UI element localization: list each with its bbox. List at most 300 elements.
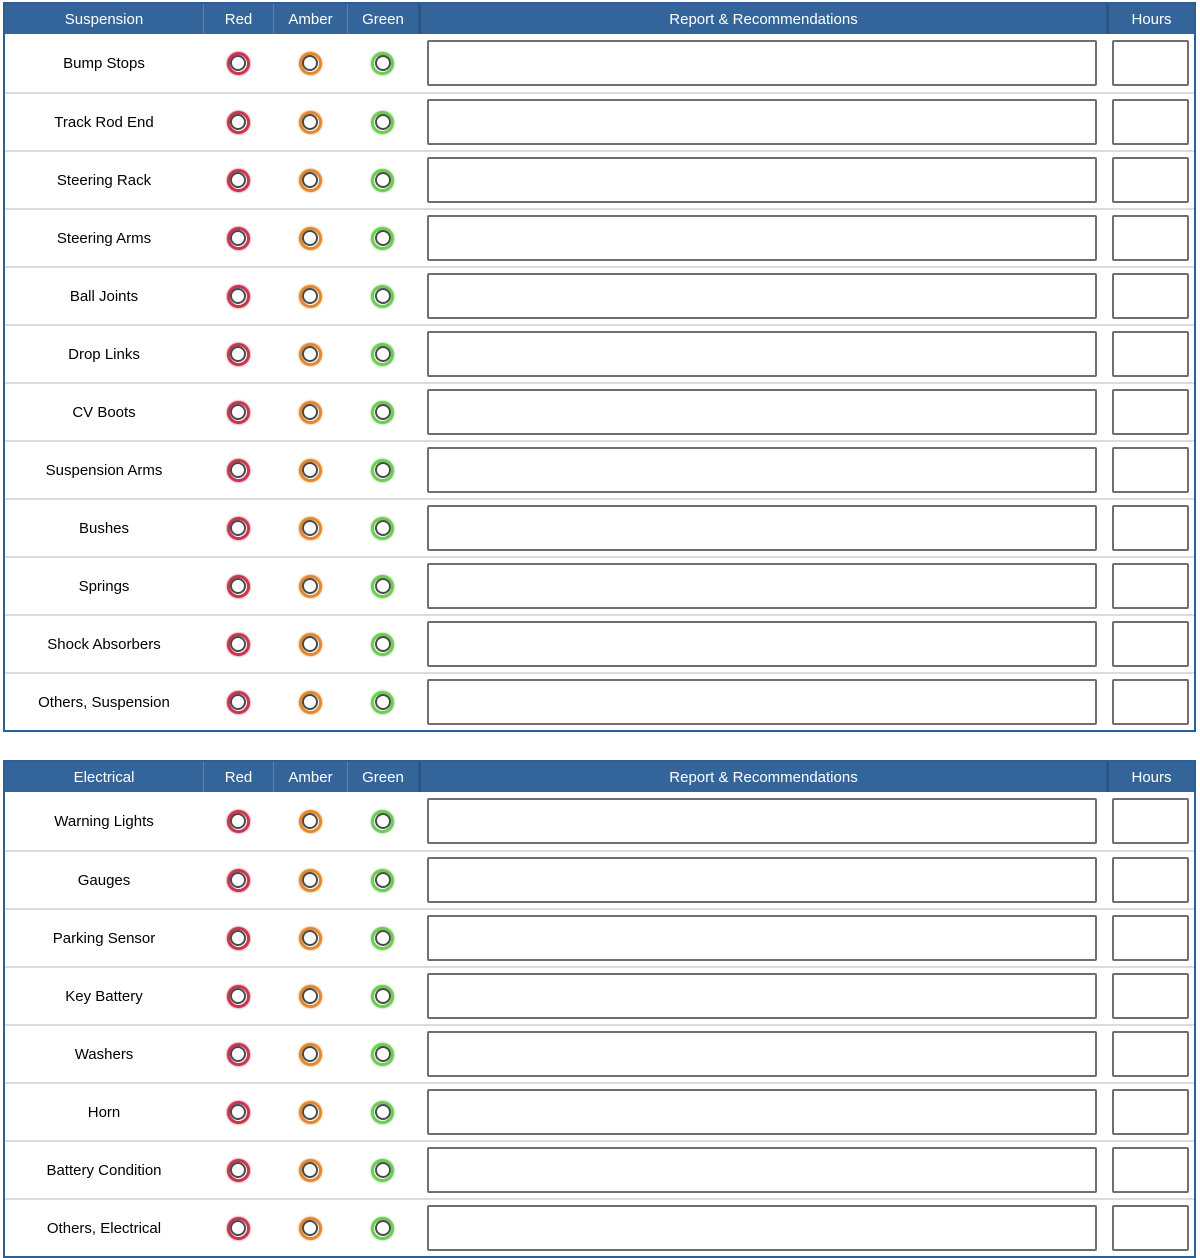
table-row: [5, 1198, 1194, 1256]
radio-amber[interactable]: [299, 52, 322, 75]
radio-amber[interactable]: [299, 575, 322, 598]
radio-green-circle: [375, 55, 391, 71]
radio-red[interactable]: [227, 343, 250, 366]
hours-cell: [1106, 1026, 1194, 1082]
radio-red-circle: [230, 694, 246, 710]
radio-green[interactable]: [371, 1217, 394, 1240]
radio-red[interactable]: [227, 52, 250, 75]
radio-red[interactable]: [227, 169, 250, 192]
amber-radio-cell: [273, 1200, 347, 1256]
row-label-cell: [5, 1084, 203, 1140]
radio-green-circle: [375, 172, 391, 188]
green-radio-cell: [347, 1084, 418, 1140]
radio-amber-circle: [302, 930, 318, 946]
report-cell: [418, 94, 1106, 150]
report-cell: [418, 210, 1106, 266]
amber-radio-cell: [273, 326, 347, 382]
radio-green-circle: [375, 813, 391, 829]
red-radio-cell: [203, 34, 273, 92]
report-cell: [418, 152, 1106, 208]
table-row: [5, 92, 1194, 150]
row-label: Gauges: [77, 871, 131, 889]
hours-input[interactable]: [1112, 1147, 1189, 1193]
radio-red-circle: [230, 1046, 246, 1062]
radio-green[interactable]: [371, 285, 394, 308]
green-radio-cell: [347, 616, 418, 672]
row-label-cell: [5, 792, 203, 850]
radio-green-circle: [375, 1104, 391, 1120]
radio-red-circle: [230, 636, 246, 652]
report-input[interactable]: [427, 1031, 1097, 1077]
radio-red-circle: [230, 1104, 246, 1120]
radio-red[interactable]: [227, 985, 250, 1008]
row-label-cell: [5, 34, 203, 92]
radio-red-circle: [230, 404, 246, 420]
radio-red[interactable]: [227, 691, 250, 714]
row-label: Suspension Arms: [45, 461, 163, 479]
radio-green-circle: [375, 1046, 391, 1062]
row-label-cell: [5, 94, 203, 150]
row-label: Horn: [87, 1103, 121, 1121]
radio-red[interactable]: [227, 1159, 250, 1182]
radio-green[interactable]: [371, 227, 394, 250]
hours-input[interactable]: [1112, 157, 1189, 203]
hours-cell: [1106, 674, 1194, 730]
red-radio-cell: [203, 968, 273, 1024]
green-radio-cell: [347, 792, 418, 850]
table-row: [5, 440, 1194, 498]
hours-cell: [1106, 326, 1194, 382]
red-radio-cell: [203, 910, 273, 966]
row-label: Others, Suspension: [38, 693, 170, 711]
amber-radio-cell: [273, 792, 347, 850]
report-input[interactable]: [427, 273, 1097, 319]
radio-amber[interactable]: [299, 1043, 322, 1066]
red-radio-cell: [203, 500, 273, 556]
radio-red[interactable]: [227, 869, 250, 892]
column-header-green: Green: [347, 762, 418, 792]
hours-input[interactable]: [1112, 973, 1189, 1019]
radio-green-circle: [375, 462, 391, 478]
radio-red-circle: [230, 930, 246, 946]
report-cell: [418, 442, 1106, 498]
column-header-red: Red: [203, 762, 273, 792]
radio-amber[interactable]: [299, 343, 322, 366]
amber-radio-cell: [273, 558, 347, 614]
green-radio-cell: [347, 674, 418, 730]
report-cell: [418, 968, 1106, 1024]
radio-green[interactable]: [371, 169, 394, 192]
row-label: Track Rod End: [54, 113, 154, 131]
hours-cell: [1106, 852, 1194, 908]
radio-red-circle: [230, 346, 246, 362]
row-label-cell: [5, 852, 203, 908]
hours-cell: [1106, 616, 1194, 672]
report-cell: [418, 558, 1106, 614]
radio-green-circle: [375, 230, 391, 246]
green-radio-cell: [347, 1200, 418, 1256]
radio-amber-circle: [302, 694, 318, 710]
hours-input[interactable]: [1112, 505, 1189, 551]
column-header-amber: Amber: [273, 4, 347, 34]
report-cell: [418, 616, 1106, 672]
radio-amber-circle: [302, 988, 318, 1004]
radio-amber[interactable]: [299, 869, 322, 892]
radio-amber[interactable]: [299, 985, 322, 1008]
table-row: [5, 850, 1194, 908]
radio-green[interactable]: [371, 927, 394, 950]
amber-radio-cell: [273, 210, 347, 266]
radio-amber-circle: [302, 872, 318, 888]
row-label-cell: [5, 268, 203, 324]
radio-amber[interactable]: [299, 517, 322, 540]
table-row: [5, 672, 1194, 730]
report-input[interactable]: [427, 973, 1097, 1019]
row-label-cell: [5, 968, 203, 1024]
hours-input[interactable]: [1112, 99, 1189, 145]
radio-green-circle: [375, 636, 391, 652]
radio-red[interactable]: [227, 810, 250, 833]
radio-green-circle: [375, 930, 391, 946]
report-input[interactable]: [427, 215, 1097, 261]
hours-input[interactable]: [1112, 798, 1189, 844]
hours-input[interactable]: [1112, 331, 1189, 377]
radio-red-circle: [230, 172, 246, 188]
amber-radio-cell: [273, 852, 347, 908]
red-radio-cell: [203, 792, 273, 850]
radio-green[interactable]: [371, 401, 394, 424]
amber-radio-cell: [273, 500, 347, 556]
row-label: Battery Condition: [46, 1161, 162, 1179]
radio-amber[interactable]: [299, 459, 322, 482]
table-row: [5, 382, 1194, 440]
electrical-table-header: [5, 762, 1194, 792]
report-input[interactable]: [427, 798, 1097, 844]
radio-red[interactable]: [227, 517, 250, 540]
report-input[interactable]: [427, 505, 1097, 551]
table-row: [5, 34, 1194, 92]
row-label-cell: [5, 442, 203, 498]
hours-input[interactable]: [1112, 1031, 1189, 1077]
suspension-table-body: [5, 34, 1194, 730]
row-label: CV Boots: [72, 403, 136, 421]
row-label: Key Battery: [65, 987, 143, 1005]
radio-amber-circle: [302, 813, 318, 829]
green-radio-cell: [347, 442, 418, 498]
hours-cell: [1106, 268, 1194, 324]
radio-green[interactable]: [371, 459, 394, 482]
radio-red[interactable]: [227, 575, 250, 598]
red-radio-cell: [203, 1142, 273, 1198]
radio-amber[interactable]: [299, 169, 322, 192]
row-label: Warning Lights: [54, 812, 154, 830]
row-label-cell: [5, 500, 203, 556]
radio-amber-circle: [302, 462, 318, 478]
radio-red[interactable]: [227, 285, 250, 308]
report-cell: [418, 1200, 1106, 1256]
radio-amber-circle: [302, 55, 318, 71]
amber-radio-cell: [273, 34, 347, 92]
radio-amber-circle: [302, 404, 318, 420]
radio-green-circle: [375, 1220, 391, 1236]
radio-green[interactable]: [371, 111, 394, 134]
report-input[interactable]: [427, 447, 1097, 493]
report-input[interactable]: [427, 389, 1097, 435]
radio-red[interactable]: [227, 1101, 250, 1124]
amber-radio-cell: [273, 94, 347, 150]
row-label: Steering Rack: [56, 171, 152, 189]
green-radio-cell: [347, 1142, 418, 1198]
report-input[interactable]: [427, 157, 1097, 203]
radio-red-circle: [230, 988, 246, 1004]
hours-cell: [1106, 384, 1194, 440]
radio-green-circle: [375, 578, 391, 594]
radio-red[interactable]: [227, 1043, 250, 1066]
amber-radio-cell: [273, 1142, 347, 1198]
radio-amber-circle: [302, 520, 318, 536]
radio-red-circle: [230, 813, 246, 829]
radio-green[interactable]: [371, 869, 394, 892]
green-radio-cell: [347, 910, 418, 966]
radio-red[interactable]: [227, 227, 250, 250]
amber-radio-cell: [273, 152, 347, 208]
radio-red-circle: [230, 520, 246, 536]
report-input[interactable]: [427, 1089, 1097, 1135]
red-radio-cell: [203, 852, 273, 908]
radio-amber-circle: [302, 172, 318, 188]
report-input[interactable]: [427, 857, 1097, 903]
table-row: [5, 498, 1194, 556]
radio-red[interactable]: [227, 1217, 250, 1240]
hours-input[interactable]: [1112, 389, 1189, 435]
radio-amber[interactable]: [299, 691, 322, 714]
radio-red-circle: [230, 1220, 246, 1236]
radio-green-circle: [375, 404, 391, 420]
hours-input[interactable]: [1112, 1205, 1189, 1251]
report-input[interactable]: [427, 621, 1097, 667]
amber-radio-cell: [273, 384, 347, 440]
row-label: Others, Electrical: [46, 1219, 162, 1237]
hours-cell: [1106, 968, 1194, 1024]
report-input[interactable]: [427, 915, 1097, 961]
report-input[interactable]: [427, 1205, 1097, 1251]
row-label: Bushes: [78, 519, 130, 537]
radio-green[interactable]: [371, 633, 394, 656]
radio-green[interactable]: [371, 810, 394, 833]
column-header-report: Report & Recommendations: [418, 762, 1106, 792]
radio-amber[interactable]: [299, 227, 322, 250]
hours-input[interactable]: [1112, 273, 1189, 319]
radio-green[interactable]: [371, 1101, 394, 1124]
radio-green[interactable]: [371, 985, 394, 1008]
green-radio-cell: [347, 852, 418, 908]
red-radio-cell: [203, 326, 273, 382]
radio-amber-circle: [302, 1220, 318, 1236]
radio-green[interactable]: [371, 517, 394, 540]
radio-green[interactable]: [371, 691, 394, 714]
row-label-cell: [5, 1142, 203, 1198]
radio-green-circle: [375, 872, 391, 888]
radio-red[interactable]: [227, 111, 250, 134]
radio-red[interactable]: [227, 633, 250, 656]
radio-green-circle: [375, 988, 391, 1004]
red-radio-cell: [203, 384, 273, 440]
row-label: Washers: [74, 1045, 134, 1063]
radio-amber[interactable]: [299, 1159, 322, 1182]
column-header-hours: Hours: [1106, 4, 1194, 34]
row-label-cell: [5, 384, 203, 440]
hours-cell: [1106, 1084, 1194, 1140]
table-row: [5, 792, 1194, 850]
radio-red[interactable]: [227, 401, 250, 424]
radio-green-circle: [375, 694, 391, 710]
red-radio-cell: [203, 558, 273, 614]
radio-amber[interactable]: [299, 1217, 322, 1240]
radio-red-circle: [230, 230, 246, 246]
radio-red-circle: [230, 288, 246, 304]
report-cell: [418, 1142, 1106, 1198]
report-cell: [418, 326, 1106, 382]
section-title-electrical: Electrical: [73, 768, 135, 786]
row-label: Parking Sensor: [52, 929, 156, 947]
report-cell: [418, 852, 1106, 908]
table-row: [5, 1024, 1194, 1082]
radio-green[interactable]: [371, 1043, 394, 1066]
radio-amber-circle: [302, 1046, 318, 1062]
radio-amber-circle: [302, 578, 318, 594]
radio-red-circle: [230, 578, 246, 594]
hours-input[interactable]: [1112, 447, 1189, 493]
red-radio-cell: [203, 616, 273, 672]
hours-cell: [1106, 558, 1194, 614]
report-cell: [418, 500, 1106, 556]
hours-cell: [1106, 910, 1194, 966]
radio-green[interactable]: [371, 343, 394, 366]
red-radio-cell: [203, 1084, 273, 1140]
row-label: Drop Links: [68, 345, 140, 363]
hours-input[interactable]: [1112, 857, 1189, 903]
suspension-table: [3, 2, 1196, 732]
radio-green[interactable]: [371, 52, 394, 75]
amber-radio-cell: [273, 674, 347, 730]
report-input[interactable]: [427, 99, 1097, 145]
report-input[interactable]: [427, 331, 1097, 377]
green-radio-cell: [347, 152, 418, 208]
amber-radio-cell: [273, 1026, 347, 1082]
electrical-table-body: [5, 792, 1194, 1256]
row-label-cell: [5, 152, 203, 208]
radio-green-circle: [375, 1162, 391, 1178]
radio-green[interactable]: [371, 575, 394, 598]
radio-red-circle: [230, 1162, 246, 1178]
radio-amber[interactable]: [299, 633, 322, 656]
radio-red[interactable]: [227, 459, 250, 482]
row-label: Steering Arms: [56, 229, 152, 247]
hours-cell: [1106, 34, 1194, 92]
red-radio-cell: [203, 1026, 273, 1082]
green-radio-cell: [347, 94, 418, 150]
red-radio-cell: [203, 674, 273, 730]
report-cell: [418, 268, 1106, 324]
radio-amber[interactable]: [299, 1101, 322, 1124]
radio-amber-circle: [302, 230, 318, 246]
radio-red[interactable]: [227, 927, 250, 950]
hours-cell: [1106, 792, 1194, 850]
radio-red-circle: [230, 114, 246, 130]
radio-red-circle: [230, 872, 246, 888]
hours-input[interactable]: [1112, 915, 1189, 961]
radio-amber[interactable]: [299, 810, 322, 833]
hours-input[interactable]: [1112, 215, 1189, 261]
table-row: [5, 1140, 1194, 1198]
radio-amber[interactable]: [299, 111, 322, 134]
report-cell: [418, 792, 1106, 850]
red-radio-cell: [203, 1200, 273, 1256]
hours-input[interactable]: [1112, 679, 1189, 725]
amber-radio-cell: [273, 1084, 347, 1140]
table-row: [5, 208, 1194, 266]
report-cell: [418, 910, 1106, 966]
row-label-cell: [5, 326, 203, 382]
row-label-cell: [5, 616, 203, 672]
report-cell: [418, 1084, 1106, 1140]
radio-green[interactable]: [371, 1159, 394, 1182]
amber-radio-cell: [273, 442, 347, 498]
row-label-cell: [5, 910, 203, 966]
table-row: [5, 966, 1194, 1024]
row-label-cell: [5, 558, 203, 614]
radio-red-circle: [230, 462, 246, 478]
report-input[interactable]: [427, 1147, 1097, 1193]
radio-red-circle: [230, 55, 246, 71]
hours-input[interactable]: [1112, 563, 1189, 609]
hours-input[interactable]: [1112, 40, 1189, 86]
hours-cell: [1106, 500, 1194, 556]
amber-radio-cell: [273, 910, 347, 966]
hours-input[interactable]: [1112, 1089, 1189, 1135]
row-label-cell: [5, 1026, 203, 1082]
radio-green-circle: [375, 114, 391, 130]
radio-amber[interactable]: [299, 401, 322, 424]
radio-amber-circle: [302, 346, 318, 362]
hours-cell: [1106, 1200, 1194, 1256]
report-input[interactable]: [427, 679, 1097, 725]
radio-amber-circle: [302, 1104, 318, 1120]
radio-amber[interactable]: [299, 285, 322, 308]
radio-amber-circle: [302, 114, 318, 130]
electrical-table: [3, 760, 1196, 1258]
report-input[interactable]: [427, 563, 1097, 609]
table-row: [5, 266, 1194, 324]
hours-cell: [1106, 1142, 1194, 1198]
report-cell: [418, 1026, 1106, 1082]
red-radio-cell: [203, 268, 273, 324]
radio-green-circle: [375, 520, 391, 536]
row-label-cell: [5, 674, 203, 730]
radio-green-circle: [375, 288, 391, 304]
table-row: [5, 1082, 1194, 1140]
column-header-hours: Hours: [1106, 762, 1194, 792]
radio-amber[interactable]: [299, 927, 322, 950]
report-input[interactable]: [427, 40, 1097, 86]
radio-green-circle: [375, 346, 391, 362]
green-radio-cell: [347, 326, 418, 382]
hours-input[interactable]: [1112, 621, 1189, 667]
table-row: [5, 908, 1194, 966]
table-row: [5, 324, 1194, 382]
section-title-suspension: Suspension: [64, 10, 144, 28]
table-row: [5, 614, 1194, 672]
